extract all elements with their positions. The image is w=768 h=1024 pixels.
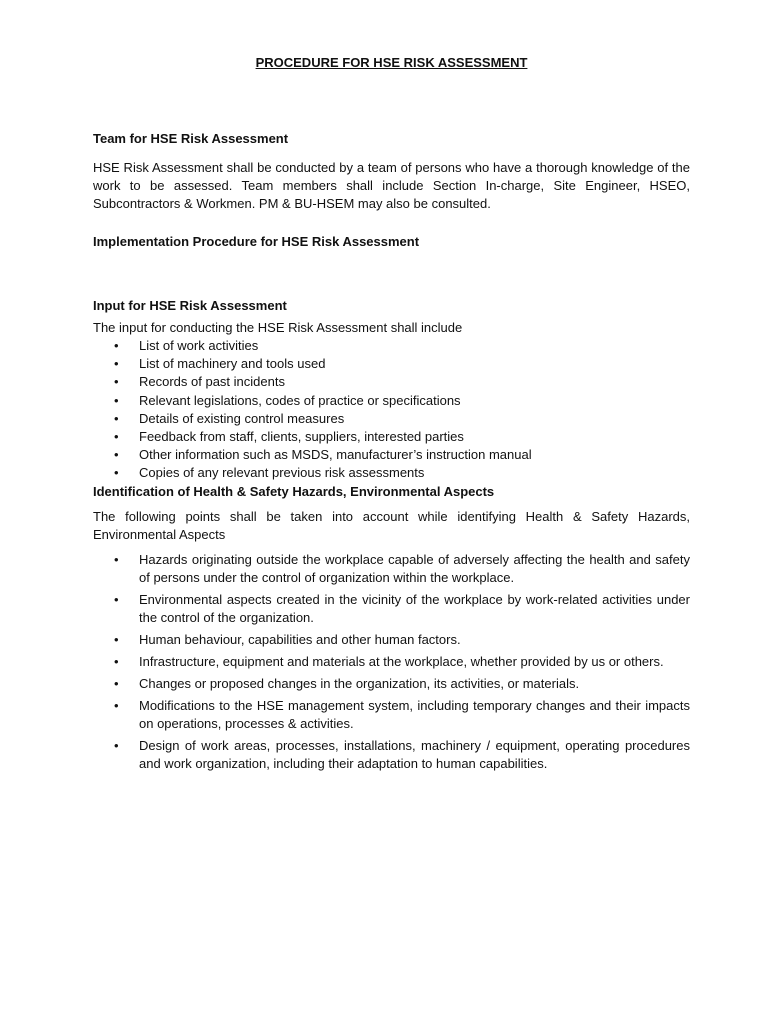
spacer [93,544,690,551]
list-item-text: Changes or proposed changes in the organization, its activities, or materials. [139,675,580,691]
input-list [93,337,690,483]
bullet-icon: • [114,653,119,669]
team-heading: Team for HSE Risk Assessment [93,131,289,146]
list-item [93,591,690,627]
list-item [93,464,690,482]
list-item [93,428,690,446]
list-item [93,653,690,671]
list-item-text: Human behaviour, capabilities and other human factors. [139,631,461,647]
list-item-text: Records of past incidents [139,374,285,390]
list-item [93,410,690,428]
bullet-icon: • [114,465,119,481]
list-item [93,337,690,355]
list-item-text: Infrastructure, equipment and materials at the workplace, whether provided by us or others. [139,653,664,669]
list-item [93,737,690,773]
document-title: PROCEDURE FOR HSE RISK ASSESSMENT [255,55,528,70]
identification-intro: The following points shall be taken into account while identifying Health & Safety Hazards, Environmental Aspects [93,508,690,542]
list-item [93,446,690,464]
bullet-icon: • [114,338,119,353]
input-heading: Input for HSE Risk Assessment [93,298,287,313]
identification-heading: Identification of Health & Safety Hazards, Environmental Aspects [93,483,495,499]
bullet-icon: • [114,551,119,567]
implementation-section [93,233,690,251]
bullet-icon: • [114,429,119,445]
list-item-text: Modifications to the HSE management system, including temporary changes and their impacts on operations, processes & activities. [139,697,690,731]
list-item [93,392,690,410]
list-item-text: Feedback from staff, clients, suppliers, interested parties [139,429,464,445]
list-item [93,551,690,587]
identification-section [93,483,690,773]
bullet-icon: • [114,356,119,372]
bullet-icon: • [114,675,119,691]
bullet-icon: • [114,737,119,753]
list-item [93,697,690,733]
spacer [93,501,690,508]
list-item [93,355,690,373]
spacer [93,148,690,159]
list-item-text: Details of existing control measures [139,410,345,426]
list-item [93,373,690,391]
spacer [93,251,690,297]
list-item-text: Relevant legislations, codes of practice or specifications [139,392,461,408]
bullet-icon: • [114,697,119,713]
input-section [93,297,690,483]
list-item-text: Environmental aspects created in the vicinity of the workplace by work-related activities under the control of the organization. [139,591,690,625]
team-paragraph: HSE Risk Assessment shall be conducted by a team of persons who have a thorough knowledge of the work to be assessed. Team members shall include Section In-charge, Site Engineer, HSEO, Subcontractors & Workmen. PM & BU-HSEM may also be consulted. [93,160,690,211]
list-item [93,631,690,649]
list-item-text: Other information such as MSDS, manufacturer’s instruction manual [139,447,532,463]
bullet-icon: • [114,447,119,463]
spacer [93,213,690,233]
list-item-text: Hazards originating outside the workplace capable of adversely affecting the health and safety of persons under the control of organization within the workplace. [139,551,690,585]
bullet-icon: • [114,591,119,607]
list-item-text: Copies of any relevant previous risk assessments [139,465,425,481]
implementation-heading: Implementation Procedure for HSE Risk Assessment [93,234,420,249]
bullet-icon: • [114,631,119,647]
team-section [93,130,690,213]
identification-list [93,551,690,773]
list-item-text: Design of work areas, processes, installations, machinery / equipment, operating procedures and work organization, including their adaptation to human capabilities. [139,737,690,771]
bullet-icon: • [114,410,119,426]
list-item-text: List of work activities [139,338,259,353]
bullet-icon: • [114,374,119,390]
spacer [93,72,690,130]
input-intro: The input for conducting the HSE Risk Assessment shall include [93,320,463,335]
document-page [93,54,690,777]
list-item [93,675,690,693]
bullet-icon: • [114,392,119,408]
list-item-text: List of machinery and tools used [139,356,326,372]
